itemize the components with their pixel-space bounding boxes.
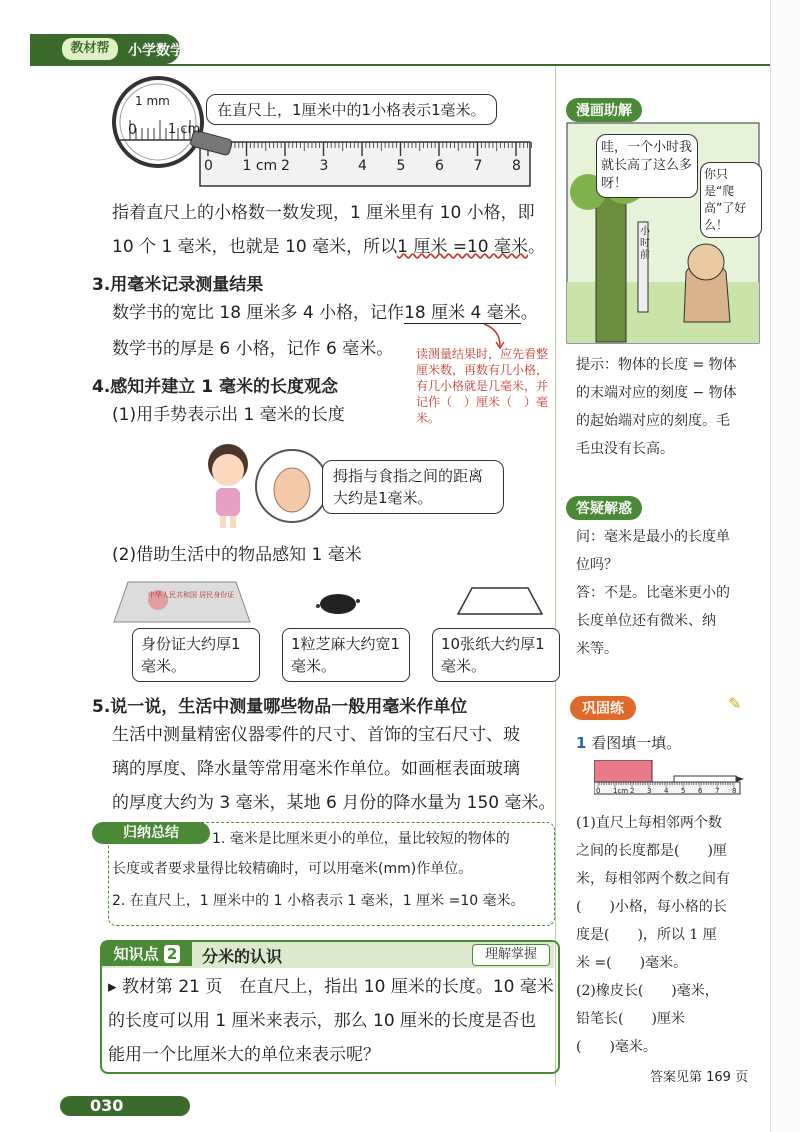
- summary-line1: 1. 毫米是比厘米更小的单位，量比较短的物体的: [212, 831, 510, 847]
- ex-line3: 米，每相邻两个数之间有: [576, 871, 730, 887]
- mini-tick-label: 4: [664, 787, 669, 795]
- ruler-tick-label: 0: [204, 158, 213, 174]
- mini-tick-label: 3: [647, 787, 652, 795]
- sec4-sub1: (1)用手势表示出 1 毫米的长度: [112, 405, 345, 425]
- tip-line1: 提示：物体的长度 = 物体: [576, 357, 737, 373]
- qa-q2: 位吗？: [576, 557, 618, 573]
- ruler-tick-label: 3: [319, 158, 329, 174]
- kp-line1: ▸ 教材第 21 页 在直尺上，指出 10 厘米的长度。10 毫米: [108, 977, 554, 997]
- sec3-line1: 数学书的宽比 18 厘米多 4 小格，记作18 厘米 4 毫米。: [112, 303, 538, 323]
- exercise-title: 巩固练: [570, 696, 636, 720]
- sec3-line2: 数学书的厚是 6 小格，记作 6 毫米。: [112, 339, 394, 359]
- ruler-callout: 在直尺上，1厘米中的1小格表示1毫米。: [206, 94, 497, 125]
- sec5-line2: 璃的厚度、降水量等常用毫米作单位。如画框表面玻璃: [112, 759, 520, 779]
- ruler-illustration: [100, 74, 540, 194]
- mag-zero-label: 0: [128, 122, 137, 138]
- sec5-line3: 的厚度大约为 3 毫米，某地 6 月份的降水量为 150 毫米。: [112, 793, 556, 813]
- ex-line2: 之间的长度都是( )厘: [576, 843, 727, 859]
- ex-line9: ( )毫米。: [576, 1039, 657, 1055]
- qa-a2: 长度单位还有微米、纳: [576, 613, 716, 629]
- ruler-tick-label: 4: [358, 158, 367, 174]
- ruler-tick-label: 8: [512, 158, 521, 174]
- header-badge: 教材帮: [62, 38, 118, 60]
- header-rule: [30, 64, 780, 66]
- kp-tag: 理解掌握: [472, 944, 550, 966]
- para1-line2: 10 个 1 毫米，也就是 10 毫米，所以1 厘米 =10 毫米。: [112, 237, 546, 257]
- note-arrow: [480, 320, 510, 350]
- tip-line2: 的末端对应的刻度 − 物体: [576, 385, 737, 401]
- header-title: 小学数学 · 三年级上册 · RJ: [128, 43, 301, 59]
- page-number-bar: [60, 1096, 190, 1116]
- sec4-sub2: (2)借助生活中的物品感知 1 毫米: [112, 545, 362, 565]
- kp-title: 分米的认识: [202, 947, 283, 966]
- sec5-title: 5.说一说，生活中测量哪些物品一般用毫米作单位: [92, 697, 468, 717]
- mini-tick-label: 0: [596, 787, 601, 795]
- kp-line3: 能用一个比厘米大的单位来表示呢？: [108, 1045, 380, 1065]
- pencil-icon: ✎: [728, 694, 742, 713]
- ruler-tick-label: 7: [473, 158, 483, 174]
- kp-label: 知识点 2: [102, 942, 192, 966]
- ex-line1: (1)直尺上每相邻两个数: [576, 815, 722, 831]
- comic-bubble-1: 哇，一个小时我就长高了这么多呀！: [596, 134, 698, 198]
- ruler-tick-label: 5: [396, 158, 406, 174]
- qa-q1: 问：毫米是最小的长度单: [576, 529, 730, 545]
- summary-tag: 归纳总结: [92, 822, 210, 844]
- item-caption-1: 身份证大约厚1毫米。: [132, 628, 260, 682]
- tree-label: 小时前: [640, 226, 650, 261]
- girl-illustration: [196, 440, 326, 530]
- mini-tick-label: 7: [715, 787, 720, 795]
- mini-tick-label: 6: [698, 787, 703, 795]
- mini-ruler: [594, 760, 744, 804]
- mag-mm-label: 1 mm: [135, 94, 170, 108]
- exercise-heading: 1 看图填一填。: [576, 734, 682, 752]
- items-images: [100, 578, 560, 628]
- item-caption-2: 1粒芝麻大约宽1毫米。: [282, 628, 410, 682]
- ruler-tick-label: 1 cm: [242, 158, 278, 174]
- column-divider: [555, 66, 556, 1086]
- ex-line7: (2)橡皮长( )毫米，: [576, 983, 719, 999]
- qa-title: 答疑解惑: [566, 496, 642, 520]
- summary-line3: 2. 在直尺上，1 厘米中的 1 小格表示 1 毫米，1 厘米 =10 毫米。: [112, 893, 525, 909]
- summary-line2: 长度或者要求量得比较精确时，可以用毫米(mm)作单位。: [112, 861, 473, 877]
- ex-line8: 铅笔长( )厘米: [576, 1011, 685, 1027]
- mini-tick-label: 1cm: [613, 787, 629, 795]
- mag-cm-label: 1 cm: [168, 122, 201, 137]
- sec5-line1: 生活中测量精密仪器零件的尺寸、首饰的宝石尺寸、玻: [112, 725, 520, 745]
- ex-line6: 米 =( )毫米。: [576, 955, 688, 971]
- ex-line5: 度是( )，所以 1 厘: [576, 927, 717, 943]
- qa-a3: 米等。: [576, 641, 618, 657]
- para1-highlight: 1 厘米 =10 毫米: [397, 237, 529, 257]
- sec4-title: 4.感知并建立 1 毫米的长度观念: [92, 377, 338, 397]
- tip-line4: 毛虫没有长高。: [576, 441, 674, 457]
- ruler-tick-label: 2: [281, 158, 290, 174]
- finger-callout: 拇指与食指之间的距离大约是1毫米。: [322, 460, 504, 514]
- kp-line2: 的长度可以用 1 厘米来表示，那么 10 厘米的长度是否也: [108, 1011, 537, 1031]
- tip-line3: 的起始端对应的刻度。毛: [576, 413, 730, 429]
- id-card-text: 中华人民共和国 居民身份证: [148, 591, 235, 599]
- sec3-note: 读测量结果时，应先看整厘米数，再数有几小格，有几小格就是几毫米，并记作（ ）厘米（ ）毫米。: [416, 347, 549, 425]
- comic-bubble-2: 你只是“爬高”了好么！: [700, 162, 762, 238]
- page-number: 030: [90, 1096, 124, 1115]
- sec3-highlight: 18 厘米 4 毫米: [404, 303, 521, 323]
- mini-tick-label: 5: [681, 787, 686, 795]
- ex-line4: ( )小格，每小格的长: [576, 899, 727, 915]
- page-edge: [770, 0, 800, 1132]
- mini-tick-label: 8: [732, 787, 737, 795]
- sec3-title: 3.用毫米记录测量结果: [92, 275, 264, 295]
- comic-title: 漫画助解: [566, 98, 642, 122]
- ruler-tick-label: 6: [435, 158, 444, 174]
- qa-a1: 答：不是。比毫米更小的: [576, 585, 730, 601]
- item-caption-3: 10张纸大约厚1毫米。: [432, 628, 560, 682]
- mini-tick-label: 2: [630, 787, 635, 795]
- para1-line1: 指着直尺上的小格数一数发现，1 厘米里有 10 小格，即: [112, 203, 535, 223]
- answer-ref: 答案见第 169 页: [650, 1070, 749, 1085]
